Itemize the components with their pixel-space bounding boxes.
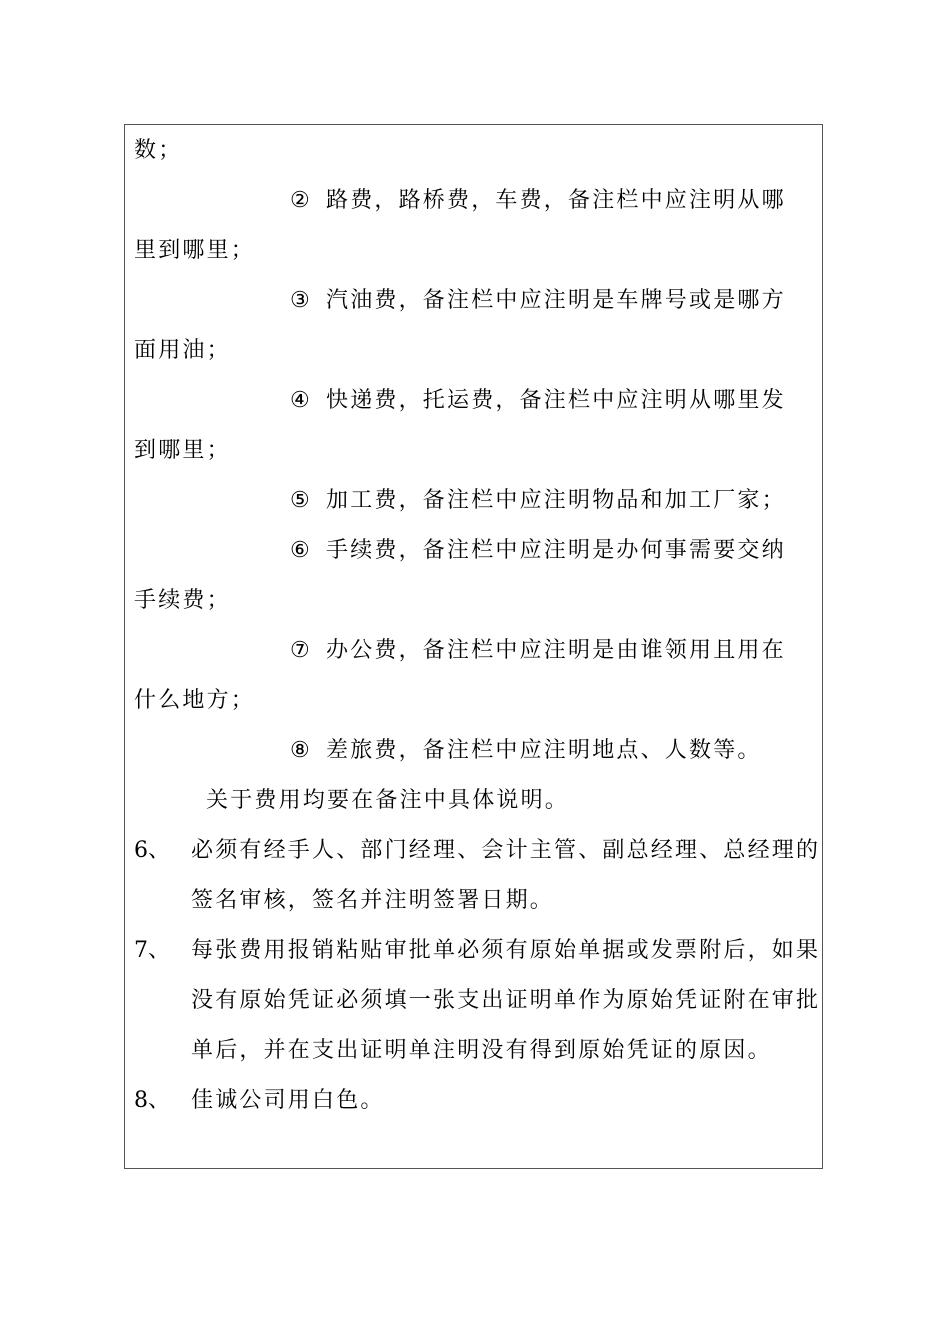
list-item [290, 486, 786, 516]
list-item [290, 636, 786, 666]
item-number: ⑦ [290, 638, 310, 663]
item-text: 手续费，备注栏中应注明是办何事需要交纳 [326, 538, 786, 563]
item-text: 单后，并在支出证明单注明没有得到原始凭证的原因。 [191, 1038, 772, 1063]
text-line: 里到哪里； [134, 238, 256, 263]
item-text: 汽油费，备注栏中应注明是车牌号或是哪方 [326, 288, 786, 313]
item-number: ⑧ [290, 738, 310, 763]
item-text: 加工费，备注栏中应注明物品和加工厂家； [326, 488, 786, 513]
list-item [290, 186, 786, 216]
list-item [290, 386, 786, 416]
item-text: 路费，路桥费，车费，备注栏中应注明从哪 [326, 188, 786, 213]
text-line: 到哪里； [134, 438, 231, 463]
item-number: ④ [290, 388, 310, 413]
item-text: 办公费，备注栏中应注明是由谁领用且用在 [326, 638, 786, 663]
list-item [290, 736, 762, 766]
text-line: 手续费； [134, 588, 231, 613]
item-number: 6、 [134, 838, 170, 863]
item-text: 佳诚公司用白色。 [191, 1088, 385, 1113]
item-number: ⑥ [290, 538, 310, 563]
item-number: 7、 [134, 938, 170, 963]
item-number: ③ [290, 288, 310, 313]
item-text: 必须有经手人、部门经理、会计主管、副总经理、总经理的 [191, 838, 821, 863]
summary-note: 关于费用均要在备注中具体说明。 [206, 788, 570, 813]
item-text: 每张费用报销粘贴审批单必须有原始单据或发票附后，如果 [191, 938, 821, 963]
text-line: 面用油； [134, 338, 231, 363]
item-number: ② [290, 188, 310, 213]
list-item [290, 286, 786, 316]
item-number: ⑤ [290, 488, 310, 513]
text-line: 什么地方； [134, 688, 256, 713]
item-text: 没有原始凭证必须填一张支出证明单作为原始凭证附在审批 [191, 988, 821, 1013]
list-item [290, 536, 786, 566]
item-text: 快递费，托运费，备注栏中应注明从哪里发 [326, 388, 786, 413]
item-text: 签名审核，签名并注明签署日期。 [191, 888, 555, 913]
item-text: 差旅费，备注栏中应注明地点、人数等。 [326, 738, 762, 763]
text-line: 数； [134, 138, 183, 163]
item-number: 8、 [134, 1088, 170, 1113]
